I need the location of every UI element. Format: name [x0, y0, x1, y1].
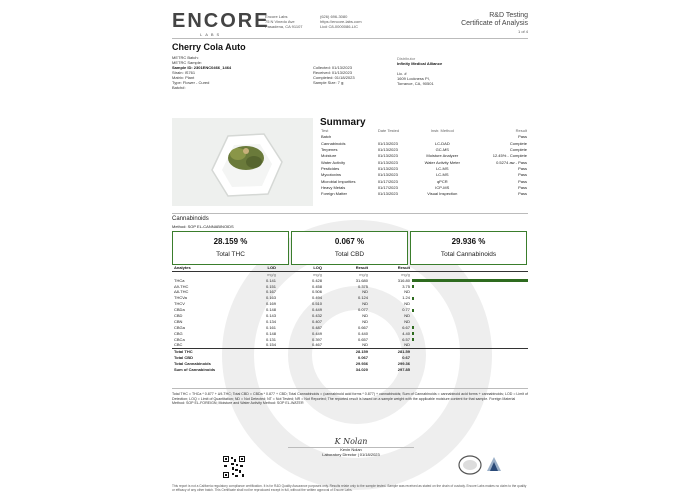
- lab-contact: (626) 696-3080 https://encore-labs.com Lic# C8-0000086-LIC: [320, 14, 362, 29]
- summary-row: Microbial Impurities 01/17/2023 qPCR Pass: [321, 178, 527, 184]
- analyte-bar: [412, 285, 414, 288]
- summary-row: Cannabinoids 01/13/2023 LC-DAD Complete: [321, 140, 527, 146]
- total-row: Total CBD 0.067 0.67: [174, 355, 410, 361]
- analyte-row: CBCa 0.131 0.397 0.657 6.57: [172, 337, 528, 343]
- summary-row: Heavy Metals 01/17/2023 ICP-MS Pass: [321, 184, 527, 190]
- method-notes: Total THC = THCa * 0.877 + Δ9-THC; Total CBD = CBDa * 0.877 + CBD; Total Cannabinoids = (cannabinoid acid forms * 0.877) + cannabinoids; Sum of Cannabinoids = cannabinoid acid forms + cannabinoids; LOD = Limit of Detection; LOQ = Limit of Quantitation; ND = Not Detected; NT = Not Tested; NR = Not Reported; The reported result is based on a sample weight with the applicable moisture content for that sample. Foreign Material Method: SOP EL-FOREIGN; Moisture and Water Activity Method: SOP EL-WATER: [172, 392, 529, 406]
- product-name: Cherry Cola Auto: [172, 42, 246, 52]
- total-row: Total Cannabinoids 29.936 299.36: [174, 360, 410, 366]
- product-dates: Collected: 01/13/2023 Received: 01/13/2023 Completed: 01/18/2023 Sample Size: 7 g;: [313, 65, 355, 85]
- lab-address: Encore Labs 75 N Vinedo Ave Pasadena, CA 91107: [265, 14, 303, 29]
- summary-row: Pesticides 01/13/2023 LC-MS Pass: [321, 165, 527, 171]
- analyte-row: CBG 0.148 0.449 0.440 4.40: [172, 331, 528, 337]
- analyte-row: Δ8-THC 0.167 0.506 ND ND: [174, 289, 410, 295]
- summary-row: Terpenes 01/13/2023 GC-MS Complete: [321, 147, 527, 153]
- lab-logo: ENCORE: [172, 10, 270, 32]
- analyte-row: CBC 0.154 0.467 ND ND: [174, 342, 410, 348]
- summary-row: Foreign Matter 01/13/2023 Visual Inspection Pass: [321, 191, 527, 197]
- signature-block: Kevin Nolan Laboratory Director | 01/18/2023: [322, 447, 380, 457]
- lab-logo-sub: LABS: [200, 32, 223, 37]
- total-thc-box: 28.159 % Total THC: [172, 231, 289, 265]
- analyte-bar: [412, 332, 414, 335]
- total-row: Total THC 28.159 281.59: [172, 349, 528, 355]
- analyte-row: CBN 0.134 0.407 ND ND: [174, 318, 410, 324]
- analytes-table: Analytes LOD LOQ Result Result mg/g mg/g mg/g mg/g THCa 0.141 0.428 31.680 316.80 Δ9-THC 0.151 0.458 0.375 3.75 Δ8-THC 0.167 0.506 ND ND THCVa 0.163 0.494 0.124 1.24 THCV 0.169 0.510 ND ND CBDa 0.148 0.449 0.077 0.77 CBD 0.143 0.432 ND ND CBN 0.134 0.407 ND ND CBGa 0.161 0.487 0.667 6.67 CBG 0.148 0.449 0.440 4.40 CBCa 0.131 0.397 0.657 6.57 CBC 0.154 0.467 ND ND Total THC 28.159 281.59 Total CBD 0.067 0.67 Total Cannabinoids 29.936 299.36 Sum of Cannabinoids 34.020 297.85: [172, 265, 528, 373]
- cannabinoids-title: Cannabinoids: [172, 216, 209, 222]
- analyte-bar: [412, 338, 414, 341]
- analyte-row: THCa 0.141 0.428 31.680 316.80: [172, 278, 528, 284]
- summary-row: Moisture 01/13/2023 Moisture Analyzer 12.45% - Complete: [321, 153, 527, 159]
- summary-row: Batch Pass: [321, 134, 527, 140]
- total-row: Sum of Cannabinoids 34.020 297.85: [174, 366, 410, 372]
- analyte-row: CBD 0.143 0.432 ND ND: [174, 312, 410, 318]
- footer-disclaimer: This report is not a California regulatory compliance certification. It is for R&D Quality Assurance purposes only. Results relate only to the sample tested. Sample was received as stated on the chain of custody. Encore Labs makes no claim to the quality or efficacy of any other batch. This Certificate shall not be reproduced except in full, without the written approval of Encore Labs.: [172, 484, 527, 492]
- analyte-row: THCVa 0.163 0.494 0.124 1.24: [172, 295, 528, 301]
- analyte-row: CBGa 0.161 0.487 0.667 6.67: [172, 325, 528, 331]
- analyte-row: CBDa 0.148 0.449 0.077 0.77: [172, 307, 528, 313]
- summary-row: Water Activity 01/13/2023 Water Activity Meter 0.5274 aw - Pass: [321, 159, 527, 165]
- analyte-row: THCV 0.169 0.510 ND ND: [174, 301, 410, 307]
- cannabinoids-method: Method: SOP EL-CANNABINOIDS: [172, 224, 234, 229]
- total-cbd-box: 0.067 % Total CBD: [291, 231, 408, 265]
- accreditation-logo-icon: [486, 455, 502, 475]
- summary-table: Test Date Tested Instr. Method Result Batch Pass Cannabinoids 01/13/2023 LC-DAD Complete Terpenes 01/13/2023 GC-MS Complete Moisture 01/13/2023 Moisture Analyzer 12.45% - Complete Water Activity 01/13/2023 Water Activity Meter 0.5274 aw - Pass Pesticides 01/13/2023 LC-MS Pass Mycotoxins 01/13/2023 LC-MS Pass Microbial Impurities 01/17/2023 qPCR Pass Heavy Metals 01/17/2023 ICP-MS Pass Foreign Matter 01/13/2023 Visual Inspection Pass: [321, 128, 527, 197]
- summary-row: Mycotoxins 01/13/2023 LC-MS Pass: [321, 172, 527, 178]
- analyte-bar: [412, 309, 414, 312]
- total-cannabinoids-box: 29.936 % Total Cannabinoids: [410, 231, 527, 265]
- summary-title: Summary: [320, 117, 366, 128]
- analyte-bar: [412, 279, 528, 282]
- qr-code[interactable]: [222, 455, 246, 479]
- product-details: METRC Batch: METRC Sample: Sample ID: 2301ENC0466_1464 Strain: IS761 Matrix: Plant Type: Flower - Cured Batch#:: [172, 55, 232, 90]
- analyte-bar: [412, 297, 414, 300]
- signature-image: K Nolan: [334, 437, 368, 446]
- accreditation-badge-icon: [458, 455, 482, 475]
- distributor-block: Distributor Infinity Medical Alliance Lic. # 1609 Lockness Pl, Torrance, CA, 90501: [397, 56, 443, 86]
- analyte-row: Δ9-THC 0.151 0.458 0.375 3.75: [172, 283, 528, 289]
- analyte-bar: [412, 326, 414, 329]
- product-photo: [172, 118, 313, 206]
- report-title: R&D Testing Certificate of Analysis 1 of 4: [461, 12, 528, 34]
